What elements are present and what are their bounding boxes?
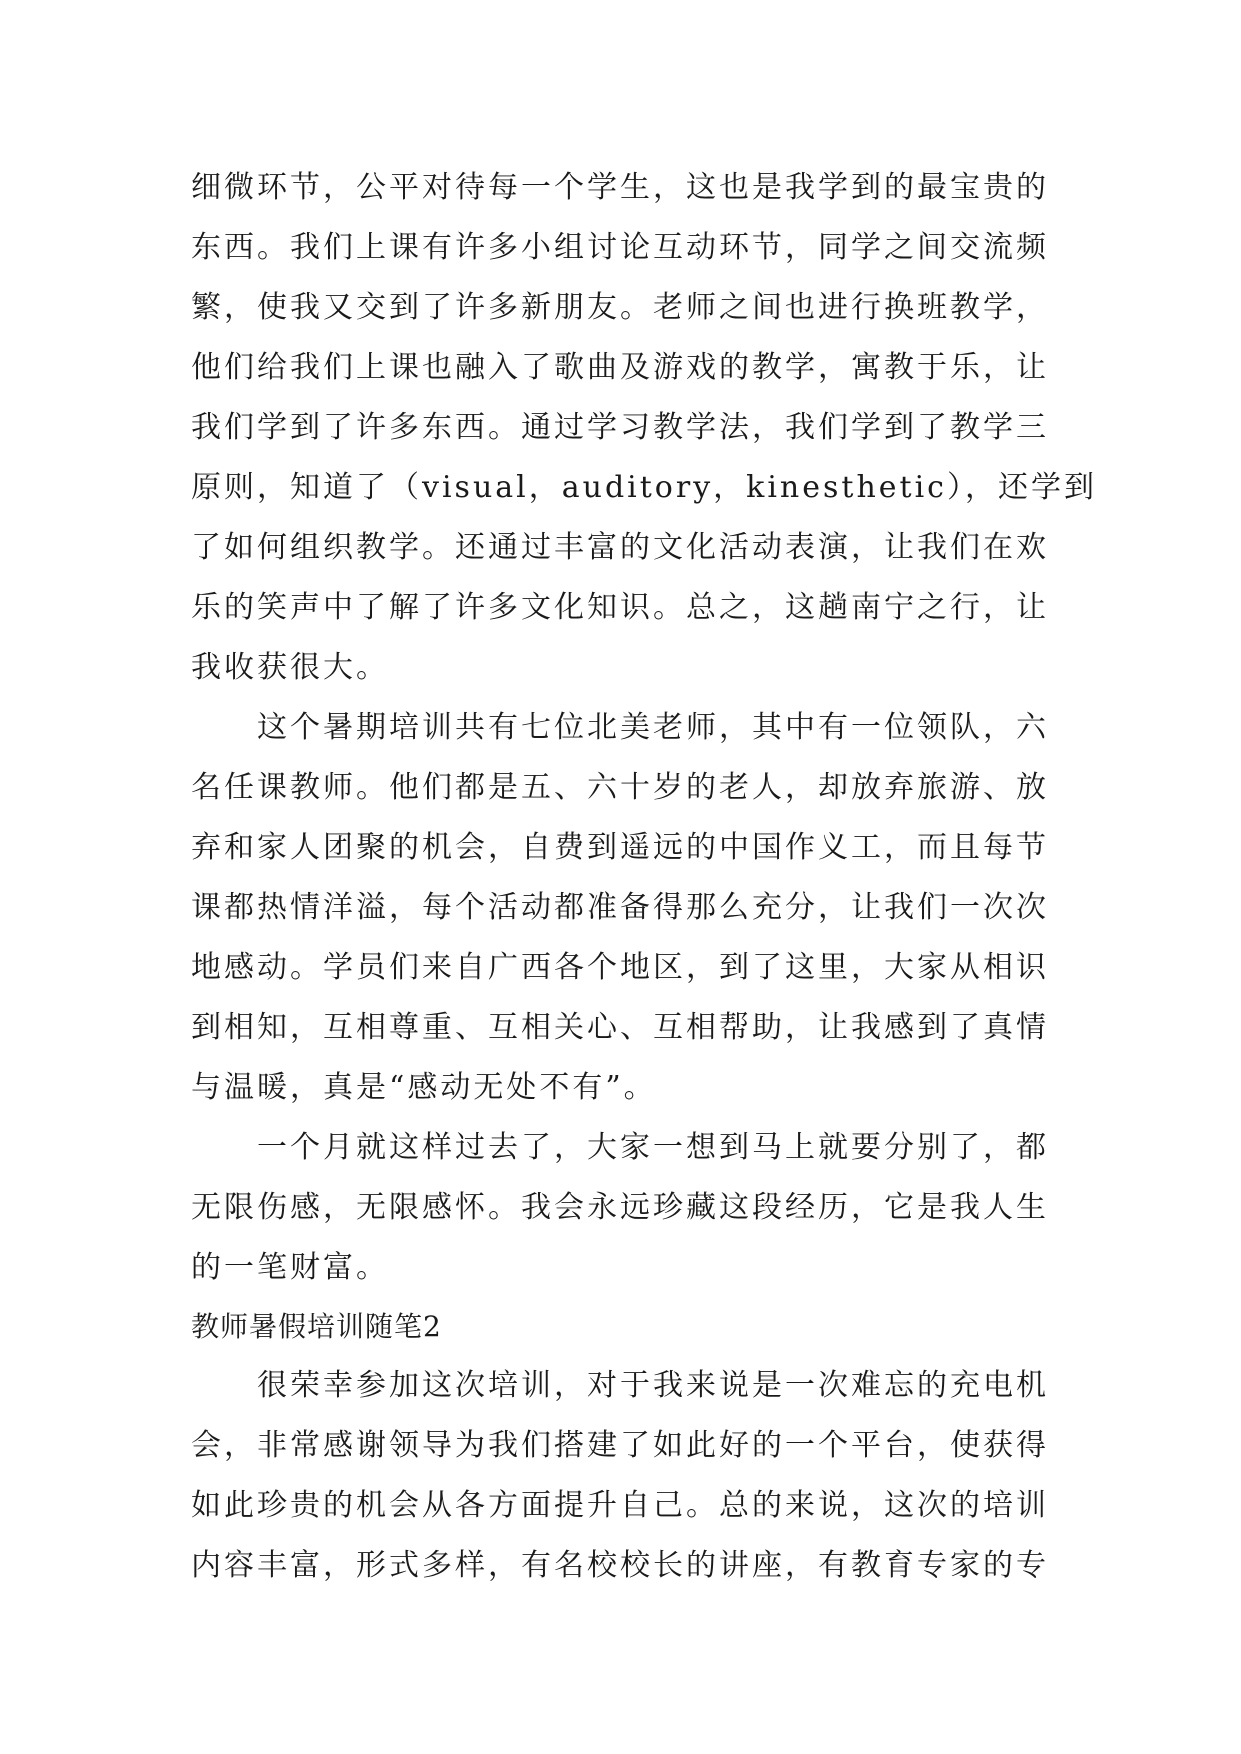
text-line: 无限伤感，无限感怀。我会永远珍藏这段经历，它是我人生 — [191, 1190, 1049, 1225]
text-line: 繁，使我又交到了许多新朋友。老师之间也进行换班教学， — [191, 290, 1049, 325]
text-line: 原则，知道了（visual，auditory，kinesthetic），还学到 — [191, 470, 1097, 505]
text-line: 如此珍贵的机会从各方面提升自己。总的来说，这次的培训 — [191, 1488, 1049, 1523]
text-line: 到相知，互相尊重、互相关心、互相帮助，让我感到了真情 — [191, 1010, 1049, 1045]
text-line: 弃和家人团聚的机会，自费到遥远的中国作义工，而且每节 — [191, 830, 1049, 865]
text-line: 名任课教师。他们都是五、六十岁的老人，却放弃旅游、放 — [191, 770, 1049, 805]
section-heading: 教师暑假培训随笔2 — [191, 1310, 442, 1343]
paragraph-first-line: 一个月就这样过去了，大家一想到马上就要分别了，都 — [257, 1130, 1049, 1165]
text-line: 细微环节，公平对待每一个学生，这也是我学到的最宝贵的 — [191, 170, 1049, 205]
text-line: 东西。我们上课有许多小组讨论互动环节，同学之间交流频 — [191, 230, 1049, 265]
text-line: 我们学到了许多东西。通过学习教学法，我们学到了教学三 — [191, 410, 1049, 445]
text-line: 会，非常感谢领导为我们搭建了如此好的一个平台，使获得 — [191, 1428, 1049, 1463]
text-line: 内容丰富，形式多样，有名校校长的讲座，有教育专家的专 — [191, 1548, 1049, 1583]
paragraph-first-line: 很荣幸参加这次培训，对于我来说是一次难忘的充电机 — [257, 1368, 1049, 1403]
text-line: 他们给我们上课也融入了歌曲及游戏的教学，寓教于乐，让 — [191, 350, 1049, 385]
paragraph-first-line: 这个暑期培训共有七位北美老师，其中有一位领队，六 — [257, 710, 1049, 745]
document-body — [191, 158, 1097, 1596]
text-line: 地感动。学员们来自广西各个地区，到了这里，大家从相识 — [191, 950, 1049, 985]
text-line: 了如何组织教学。还通过丰富的文化活动表演，让我们在欢 — [191, 530, 1049, 565]
text-line: 课都热情洋溢，每个活动都准备得那么充分，让我们一次次 — [191, 890, 1049, 925]
text-line: 乐的笑声中了解了许多文化知识。总之，这趟南宁之行，让 — [191, 590, 1049, 625]
text-line: 与温暖，真是“感动无处不有”。 — [191, 1070, 657, 1105]
text-line: 的一笔财富。 — [191, 1250, 389, 1285]
text-line: 我收获很大。 — [191, 650, 389, 685]
